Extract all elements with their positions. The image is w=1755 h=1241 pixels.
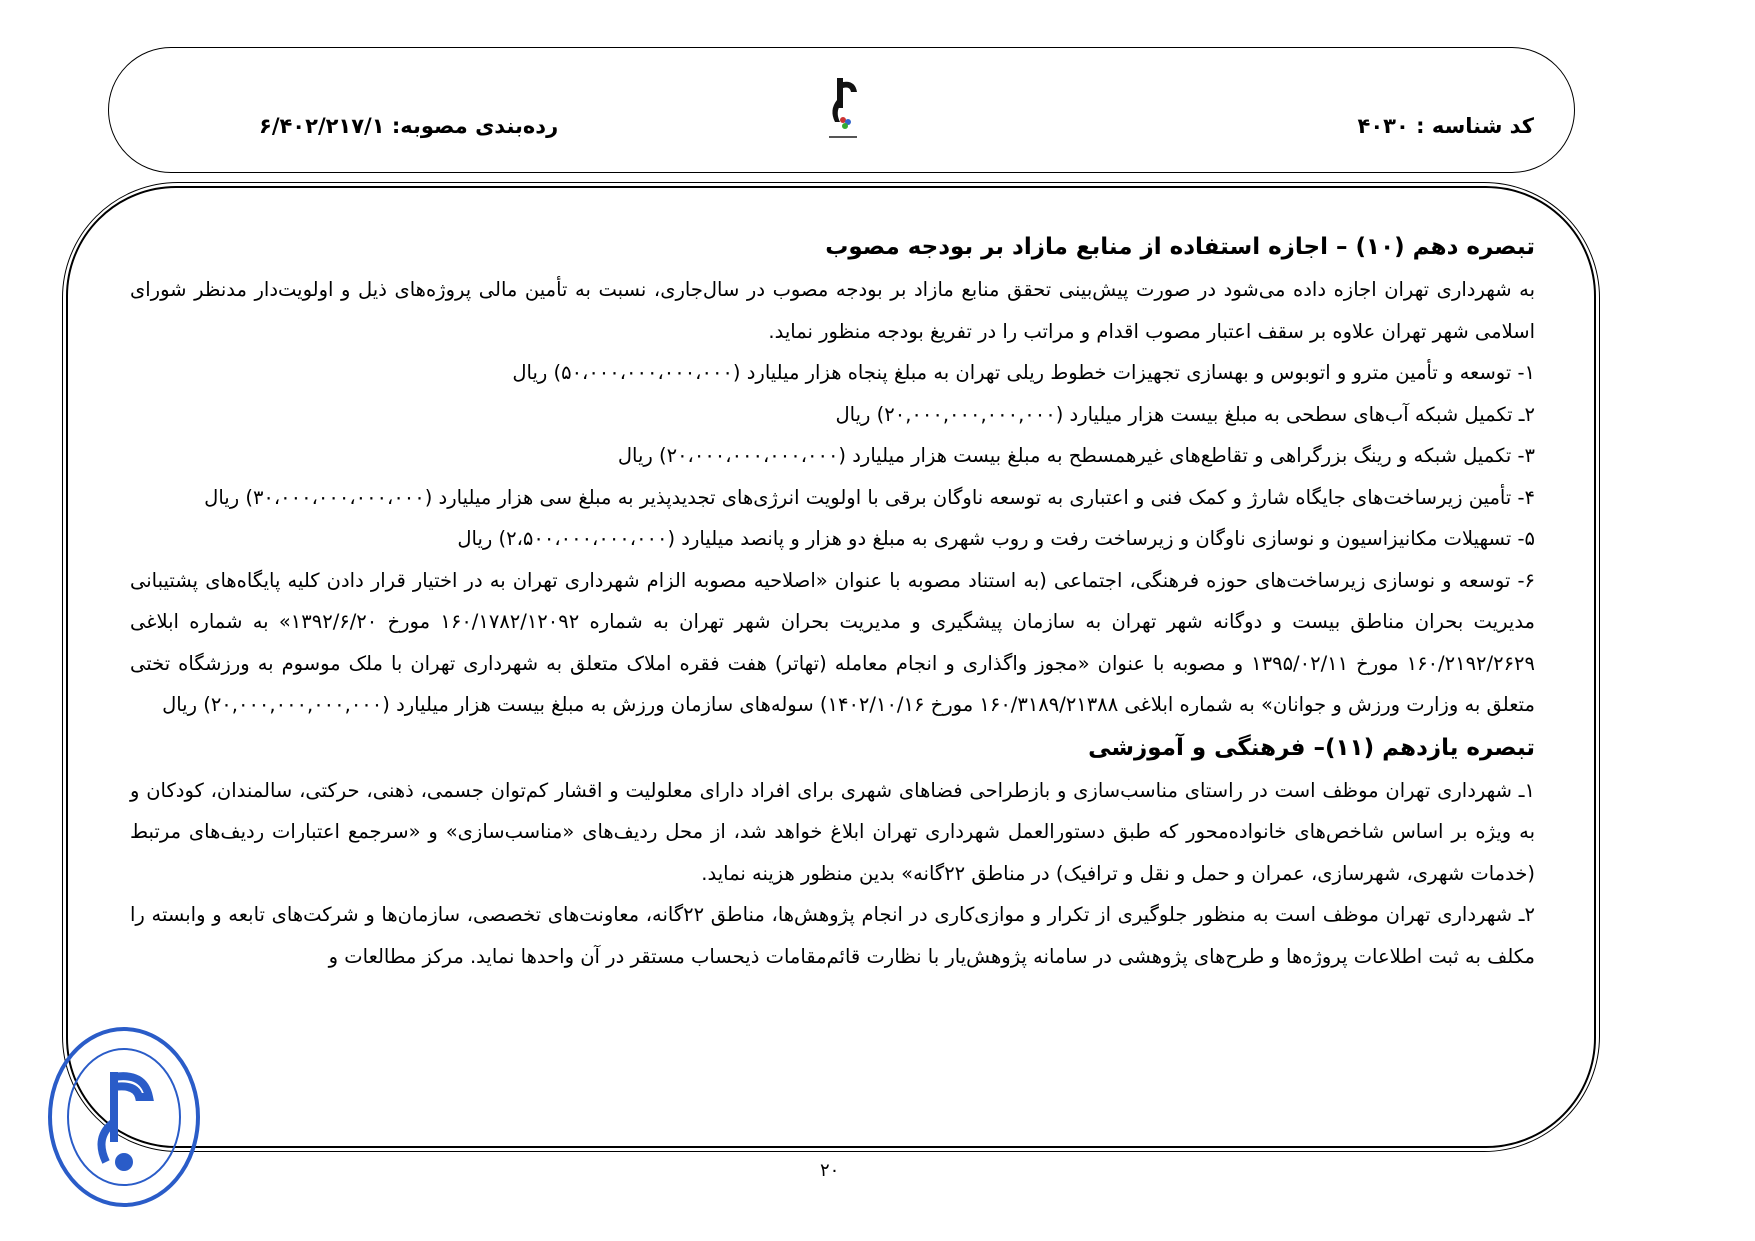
section-11-item: ۲ـ شهرداری تهران موظف است به منظور جلوگیری از تکرار و موازی‌کاری در انجام پژوهش‌ها، مناطق ۲۲گانه، معاونت‌های تخصصی، سازمان‌ها و شرکت‌های تابعه و وابسته را مکلف به ثبت اطلاعات پروژه‌ها و طرح‌های پژوهشی در سامانه پژوهش‌یار با نظارت قائم‌مقامات ذیحساب مستقر در آن واحدها نماید. مرکز مطالعات و	[130, 903, 1536, 968]
section-10-item: ۶- توسعه و نوسازی زیرساخت‌های حوزه فرهنگی، اجتماعی (به استناد مصوبه با عنوان «اصلاحیه مصوبه الزام شهرداری تهران به در اختیار قرار دادن کلیه پایگاه‌های پشتیبانی مدیریت بحران مناطق بیست و دوگانه شهر تهران به سازمان پیشگیری و مدیریت بحران شهر تهران به شماره ۱۶۰/۱۷۸۲/۱۲۰۹۲ مورخ ۱۳۹۲/۶/۲۰» به شماره ابلاغی ۱۶۰/۲۱۹۲/۲۶۲۹ مورخ ۱۳۹۵/۰۲/۱۱ و مصوبه با عنوان «مجوز واگذاری و انجام معامله (تهاتر) هفت فقره املاک متعلق به شهرداری تهران با ملک موسوم به ورزشگاه تختی متعلق به وزارت ورزش و جوانان» به شماره ابلاغی ۱۶۰/۳۱۸۹/۲۱۳۸۸ مورخ ۱۴۰۲/۱۰/۱۶) سوله‌های سازمان ورزش به مبلغ بیست هزار میلیارد (۲۰,۰۰۰,۰۰۰,۰۰۰,۰۰۰) ریال	[130, 568, 1535, 716]
section-10-item: ۵- تسهیلات مکانیزاسیون و نوسازی ناوگان و زیرساخت رفت و روب شهری به مبلغ دو هزار و پانصد میلیارد (۲،۵۰۰،۰۰۰،۰۰۰،۰۰۰) ریال	[457, 527, 1535, 550]
section-10-item: ۴- تأمین زیرساخت‌های جایگاه شارژ و کمک فنی و اعتباری به توسعه ناوگان برقی با اولویت انرژی‌های تجدیدپذیر به مبلغ سی هزار میلیارد (۳۰،۰۰۰،۰۰۰،۰۰۰،۰۰۰) ریال	[204, 485, 1535, 509]
council-seal-icon	[44, 1022, 204, 1212]
section-11-item: ۱ـ شهرداری تهران موظف است در راستای مناسب‌سازی و بازطراحی فضاهای شهری برای افراد دارای معلولیت و اقشار کم‌توان جسمی، ذهنی، حرکتی، سالمندان، کودکان و به ویژه بر اساس شاخص‌های خانواده‌محور که طبق دستورالعمل شهرداری تهران ابلاغ خواهد شد، از محل ردیف‌های «مناسب‌سازی» و «سرجمع اعتبارات ردیف‌های مرتبط (خدمات شهری، شهرسازی، عمران و حمل و نقل و ترافیک) در مناطق ۲۲گانه» بدین منظور هزینه نماید.	[130, 778, 1535, 885]
section-10-item: ۱- توسعه و تأمین مترو و اتوبوس و بهسازی تجهیزات خطوط ریلی تهران به مبلغ پنجاه هزار میلیارد (۵۰،۰۰۰،۰۰۰،۰۰۰،۰۰۰) ریال	[512, 361, 1535, 384]
document-body	[130, 225, 1535, 977]
resolution-classification: رده‌بندی مصوبه: ۶/۴۰۲/۲۱۷/۱	[259, 114, 559, 138]
section-10-title: تبصره دهم (۱۰) – اجازه استفاده از منابع مازاد بر بودجه مصوب	[825, 234, 1535, 260]
identification-code: کد شناسه : ۴۰۳۰	[1357, 114, 1534, 138]
section-11-title: تبصره یازدهم (۱۱)– فرهنگی و آموزشی	[1088, 734, 1535, 761]
section-10-item: ۲ـ تکمیل شبکه آب‌های سطحی به مبلغ بیست هزار میلیارد (۲۰,۰۰۰,۰۰۰,۰۰۰,۰۰۰) ریال	[835, 402, 1535, 426]
page-number: ۲۰	[820, 1160, 840, 1181]
section-10-item: ۳- تکمیل شبکه و رینگ بزرگراهی و تقاطع‌های غیرهمسطح به مبلغ بیست هزار میلیارد (۲۰،۰۰۰،۰۰۰،۰۰۰،۰۰۰) ریال	[617, 444, 1535, 467]
council-logo-icon	[823, 70, 863, 150]
section-10-intro: به شهرداری تهران اجازه داده می‌شود در صورت پیش‌بینی تحقق منابع مازاد بر بودجه مصوب در سال‌جاری، نسبت به تأمین مالی پروژه‌های ذیل و اولویت‌دار مدنظر شورای اسلامی شهر تهران علاوه بر سقف اعتبار مصوب اقدام و مراتب را در تفریغ بودجه منظور نماید.	[130, 278, 1535, 343]
header-box	[108, 47, 1575, 173]
